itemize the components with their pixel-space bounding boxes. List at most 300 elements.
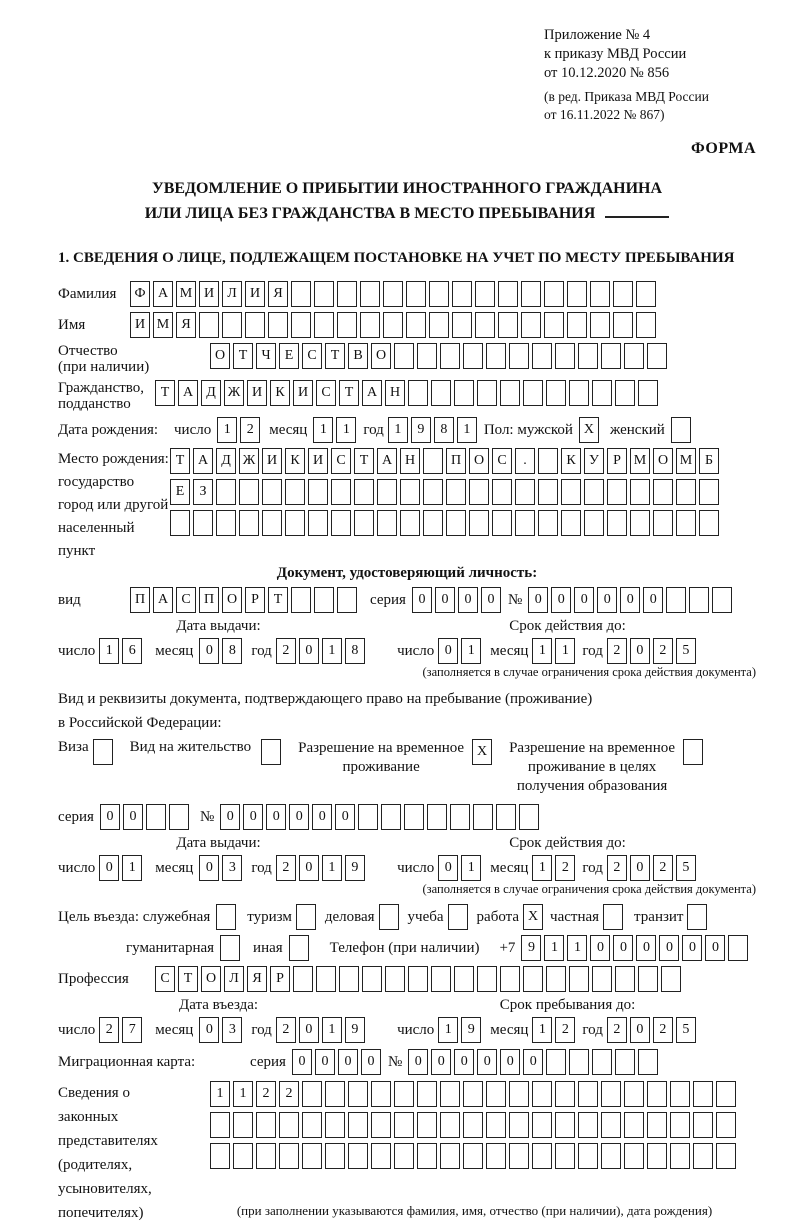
char-cell[interactable] [331, 510, 351, 536]
char-cell[interactable] [624, 1143, 644, 1169]
char-cell[interactable] [638, 380, 658, 406]
char-cell[interactable] [716, 1112, 736, 1138]
char-cell[interactable] [601, 1143, 621, 1169]
char-cell[interactable] [532, 1112, 552, 1138]
char-cell[interactable]: 0 [435, 587, 455, 613]
char-cell[interactable] [302, 1112, 322, 1138]
char-cell[interactable] [647, 1112, 667, 1138]
char-cell[interactable] [515, 510, 535, 536]
char-cell[interactable]: 2 [276, 855, 296, 881]
char-cell[interactable] [216, 479, 236, 505]
char-cell[interactable] [496, 804, 516, 830]
char-cell[interactable]: В [348, 343, 368, 369]
char-cell[interactable] [538, 479, 558, 505]
char-cell[interactable]: 0 [477, 1049, 497, 1075]
char-cell[interactable] [477, 380, 497, 406]
char-cell[interactable] [279, 1143, 299, 1169]
char-cell[interactable]: 0 [481, 587, 501, 613]
char-cell[interactable]: И [308, 448, 328, 474]
char-cell[interactable]: У [584, 448, 604, 474]
char-cell[interactable] [146, 804, 166, 830]
char-cell[interactable] [417, 1081, 437, 1107]
char-cell[interactable] [261, 739, 281, 765]
char-cell[interactable] [440, 1081, 460, 1107]
char-cell[interactable]: 0 [335, 804, 355, 830]
char-cell[interactable] [615, 966, 635, 992]
char-cell[interactable] [590, 281, 610, 307]
char-cell[interactable] [607, 479, 627, 505]
char-cell[interactable] [170, 510, 190, 536]
char-cell[interactable]: 0 [630, 638, 650, 664]
char-cell[interactable] [653, 479, 673, 505]
char-cell[interactable] [676, 479, 696, 505]
char-cell[interactable]: 1 [122, 855, 142, 881]
char-cell[interactable] [584, 479, 604, 505]
char-cell[interactable] [546, 380, 566, 406]
char-cell[interactable]: 1 [544, 935, 564, 961]
char-cell[interactable] [613, 312, 633, 338]
char-cell[interactable]: А [153, 587, 173, 613]
char-cell[interactable]: 1 [322, 855, 342, 881]
char-cell[interactable] [647, 1081, 667, 1107]
char-cell[interactable]: 1 [313, 417, 333, 443]
char-cell[interactable]: 0 [438, 638, 458, 664]
char-cell[interactable] [569, 966, 589, 992]
char-cell[interactable] [693, 1143, 713, 1169]
char-cell[interactable] [354, 510, 374, 536]
char-cell[interactable] [210, 1112, 230, 1138]
char-cell[interactable]: А [178, 380, 198, 406]
char-cell[interactable]: 0 [299, 1017, 319, 1043]
char-cell[interactable]: Ж [239, 448, 259, 474]
char-cell[interactable]: Л [222, 281, 242, 307]
char-cell[interactable]: Д [201, 380, 221, 406]
char-cell[interactable] [431, 380, 451, 406]
char-cell[interactable]: 2 [99, 1017, 119, 1043]
char-cell[interactable] [404, 804, 424, 830]
char-cell[interactable]: 2 [607, 1017, 627, 1043]
char-cell[interactable]: Е [279, 343, 299, 369]
char-cell[interactable]: О [371, 343, 391, 369]
char-cell[interactable] [509, 1143, 529, 1169]
char-cell[interactable]: 1 [388, 417, 408, 443]
char-cell[interactable] [693, 1081, 713, 1107]
char-cell[interactable] [647, 1143, 667, 1169]
char-cell[interactable] [431, 966, 451, 992]
char-cell[interactable] [337, 281, 357, 307]
char-cell[interactable]: О [210, 343, 230, 369]
char-cell[interactable]: А [362, 380, 382, 406]
char-cell[interactable] [423, 479, 443, 505]
char-cell[interactable] [521, 281, 541, 307]
char-cell[interactable]: И [247, 380, 267, 406]
char-cell[interactable] [362, 966, 382, 992]
char-cell[interactable]: И [130, 312, 150, 338]
char-cell[interactable] [417, 1112, 437, 1138]
char-cell[interactable]: А [193, 448, 213, 474]
char-cell[interactable]: 5 [676, 638, 696, 664]
char-cell[interactable] [348, 1112, 368, 1138]
char-cell[interactable]: О [201, 966, 221, 992]
char-cell[interactable]: 0 [590, 935, 610, 961]
char-cell[interactable] [630, 510, 650, 536]
char-cell[interactable]: С [331, 448, 351, 474]
char-cell[interactable] [653, 510, 673, 536]
char-cell[interactable]: 0 [643, 587, 663, 613]
char-cell[interactable] [603, 904, 623, 930]
char-cell[interactable] [469, 510, 489, 536]
char-cell[interactable]: 0 [523, 1049, 543, 1075]
char-cell[interactable] [509, 1081, 529, 1107]
char-cell[interactable] [325, 1081, 345, 1107]
char-cell[interactable] [647, 343, 667, 369]
char-cell[interactable]: Н [385, 380, 405, 406]
char-cell[interactable]: 0 [454, 1049, 474, 1075]
char-cell[interactable]: О [222, 587, 242, 613]
char-cell[interactable]: 1 [233, 1081, 253, 1107]
char-cell[interactable] [638, 966, 658, 992]
char-cell[interactable] [285, 479, 305, 505]
char-cell[interactable] [693, 1112, 713, 1138]
char-cell[interactable]: 0 [266, 804, 286, 830]
char-cell[interactable] [613, 281, 633, 307]
char-cell[interactable]: 0 [551, 587, 571, 613]
char-cell[interactable]: 0 [99, 855, 119, 881]
char-cell[interactable]: 0 [613, 935, 633, 961]
char-cell[interactable] [289, 935, 309, 961]
char-cell[interactable] [293, 966, 313, 992]
char-cell[interactable] [578, 1143, 598, 1169]
char-cell[interactable] [279, 1112, 299, 1138]
char-cell[interactable]: 0 [408, 1049, 428, 1075]
char-cell[interactable]: 0 [682, 935, 702, 961]
char-cell[interactable]: 0 [315, 1049, 335, 1075]
char-cell[interactable] [291, 587, 311, 613]
char-cell[interactable]: 1 [217, 417, 237, 443]
char-cell[interactable] [498, 281, 518, 307]
char-cell[interactable]: 2 [240, 417, 260, 443]
char-cell[interactable] [314, 587, 334, 613]
char-cell[interactable]: 8 [222, 638, 242, 664]
char-cell[interactable] [199, 312, 219, 338]
char-cell[interactable] [233, 1112, 253, 1138]
char-cell[interactable]: М [176, 281, 196, 307]
char-cell[interactable]: 1 [532, 855, 552, 881]
char-cell[interactable]: 8 [434, 417, 454, 443]
char-cell[interactable] [408, 966, 428, 992]
char-cell[interactable]: Ч [256, 343, 276, 369]
char-cell[interactable]: М [153, 312, 173, 338]
char-cell[interactable]: 0 [338, 1049, 358, 1075]
char-cell[interactable]: 2 [276, 638, 296, 664]
char-cell[interactable]: П [199, 587, 219, 613]
char-cell[interactable] [699, 510, 719, 536]
char-cell[interactable]: 0 [620, 587, 640, 613]
char-cell[interactable] [670, 1081, 690, 1107]
char-cell[interactable] [429, 312, 449, 338]
char-cell[interactable] [486, 343, 506, 369]
char-cell[interactable] [538, 448, 558, 474]
char-cell[interactable] [400, 510, 420, 536]
char-cell[interactable] [509, 1112, 529, 1138]
char-cell[interactable] [448, 904, 468, 930]
char-cell[interactable]: 1 [532, 1017, 552, 1043]
char-cell[interactable] [446, 510, 466, 536]
char-cell[interactable]: С [316, 380, 336, 406]
char-cell[interactable] [498, 312, 518, 338]
char-cell[interactable] [532, 1081, 552, 1107]
char-cell[interactable]: 1 [567, 935, 587, 961]
char-cell[interactable]: 0 [438, 855, 458, 881]
char-cell[interactable] [423, 448, 443, 474]
char-cell[interactable]: Т [170, 448, 190, 474]
char-cell[interactable] [636, 281, 656, 307]
char-cell[interactable] [500, 966, 520, 992]
char-cell[interactable] [578, 1112, 598, 1138]
char-cell[interactable]: 1 [210, 1081, 230, 1107]
char-cell[interactable]: 0 [289, 804, 309, 830]
char-cell[interactable] [452, 281, 472, 307]
char-cell[interactable]: Т [233, 343, 253, 369]
char-cell[interactable] [683, 739, 703, 765]
char-cell[interactable] [450, 804, 470, 830]
char-cell[interactable]: 2 [653, 1017, 673, 1043]
char-cell[interactable] [601, 1112, 621, 1138]
char-cell[interactable]: Т [339, 380, 359, 406]
char-cell[interactable] [601, 1081, 621, 1107]
char-cell[interactable] [408, 380, 428, 406]
char-cell[interactable]: 0 [636, 935, 656, 961]
char-cell[interactable]: 9 [461, 1017, 481, 1043]
char-cell[interactable] [360, 281, 380, 307]
char-cell[interactable] [630, 479, 650, 505]
char-cell[interactable] [463, 343, 483, 369]
char-cell[interactable] [584, 510, 604, 536]
char-cell[interactable] [538, 510, 558, 536]
char-cell[interactable]: Р [607, 448, 627, 474]
char-cell[interactable]: И [293, 380, 313, 406]
char-cell[interactable] [285, 510, 305, 536]
char-cell[interactable] [716, 1081, 736, 1107]
char-cell[interactable]: 0 [100, 804, 120, 830]
char-cell[interactable] [670, 1112, 690, 1138]
char-cell[interactable]: М [630, 448, 650, 474]
char-cell[interactable] [423, 510, 443, 536]
char-cell[interactable]: 0 [705, 935, 725, 961]
char-cell[interactable]: 0 [123, 804, 143, 830]
char-cell[interactable] [377, 510, 397, 536]
char-cell[interactable] [716, 1143, 736, 1169]
char-cell[interactable] [475, 281, 495, 307]
char-cell[interactable] [469, 479, 489, 505]
char-cell[interactable]: П [130, 587, 150, 613]
char-cell[interactable] [239, 479, 259, 505]
char-cell[interactable]: 1 [457, 417, 477, 443]
char-cell[interactable] [492, 510, 512, 536]
char-cell[interactable] [210, 1143, 230, 1169]
char-cell[interactable] [624, 1112, 644, 1138]
char-cell[interactable]: 0 [528, 587, 548, 613]
char-cell[interactable] [385, 966, 405, 992]
char-cell[interactable]: К [561, 448, 581, 474]
char-cell[interactable] [316, 966, 336, 992]
char-cell[interactable] [193, 510, 213, 536]
char-cell[interactable] [314, 312, 334, 338]
char-cell[interactable]: С [492, 448, 512, 474]
char-cell[interactable] [590, 312, 610, 338]
char-cell[interactable] [371, 1081, 391, 1107]
char-cell[interactable]: 3 [222, 1017, 242, 1043]
char-cell[interactable] [394, 1112, 414, 1138]
char-cell[interactable]: 0 [220, 804, 240, 830]
char-cell[interactable] [569, 380, 589, 406]
char-cell[interactable]: А [377, 448, 397, 474]
char-cell[interactable] [354, 479, 374, 505]
char-cell[interactable] [348, 1143, 368, 1169]
char-cell[interactable]: Я [176, 312, 196, 338]
char-cell[interactable] [371, 1143, 391, 1169]
char-cell[interactable]: 6 [122, 638, 142, 664]
char-cell[interactable]: 0 [299, 855, 319, 881]
char-cell[interactable]: З [193, 479, 213, 505]
char-cell[interactable]: Т [354, 448, 374, 474]
char-cell[interactable] [417, 1143, 437, 1169]
char-cell[interactable] [233, 1143, 253, 1169]
char-cell[interactable] [671, 417, 691, 443]
char-cell[interactable] [607, 510, 627, 536]
char-cell[interactable]: X [472, 739, 492, 765]
char-cell[interactable]: 2 [653, 638, 673, 664]
char-cell[interactable] [670, 1143, 690, 1169]
char-cell[interactable] [383, 281, 403, 307]
char-cell[interactable] [601, 343, 621, 369]
char-cell[interactable]: 0 [431, 1049, 451, 1075]
char-cell[interactable] [454, 380, 474, 406]
char-cell[interactable]: X [523, 904, 543, 930]
char-cell[interactable]: 2 [555, 1017, 575, 1043]
char-cell[interactable] [492, 479, 512, 505]
char-cell[interactable] [521, 312, 541, 338]
char-cell[interactable]: Р [245, 587, 265, 613]
char-cell[interactable] [519, 804, 539, 830]
char-cell[interactable]: Т [268, 587, 288, 613]
char-cell[interactable] [302, 1081, 322, 1107]
char-cell[interactable]: И [245, 281, 265, 307]
char-cell[interactable] [381, 804, 401, 830]
char-cell[interactable] [500, 380, 520, 406]
char-cell[interactable]: Е [170, 479, 190, 505]
char-cell[interactable]: 2 [276, 1017, 296, 1043]
char-cell[interactable] [592, 380, 612, 406]
char-cell[interactable]: 1 [322, 1017, 342, 1043]
char-cell[interactable]: 3 [222, 855, 242, 881]
char-cell[interactable]: П [446, 448, 466, 474]
char-cell[interactable] [676, 510, 696, 536]
char-cell[interactable] [544, 312, 564, 338]
char-cell[interactable]: 2 [279, 1081, 299, 1107]
char-cell[interactable] [394, 343, 414, 369]
char-cell[interactable] [400, 479, 420, 505]
char-cell[interactable] [358, 804, 378, 830]
char-cell[interactable]: Ж [224, 380, 244, 406]
char-cell[interactable] [394, 1081, 414, 1107]
char-cell[interactable]: 0 [659, 935, 679, 961]
char-cell[interactable]: И [262, 448, 282, 474]
char-cell[interactable] [699, 479, 719, 505]
char-cell[interactable] [325, 1112, 345, 1138]
char-cell[interactable] [440, 343, 460, 369]
char-cell[interactable] [440, 1112, 460, 1138]
char-cell[interactable] [636, 312, 656, 338]
char-cell[interactable] [515, 479, 535, 505]
char-cell[interactable] [427, 804, 447, 830]
char-cell[interactable] [561, 510, 581, 536]
char-cell[interactable] [256, 1112, 276, 1138]
char-cell[interactable]: С [155, 966, 175, 992]
char-cell[interactable] [569, 1049, 589, 1075]
char-cell[interactable] [523, 966, 543, 992]
char-cell[interactable] [615, 380, 635, 406]
char-cell[interactable] [486, 1081, 506, 1107]
char-cell[interactable] [325, 1143, 345, 1169]
char-cell[interactable]: 1 [336, 417, 356, 443]
char-cell[interactable] [624, 1081, 644, 1107]
char-cell[interactable] [216, 904, 236, 930]
char-cell[interactable]: 0 [312, 804, 332, 830]
char-cell[interactable] [592, 1049, 612, 1075]
char-cell[interactable]: 0 [630, 855, 650, 881]
char-cell[interactable] [463, 1143, 483, 1169]
char-cell[interactable] [331, 479, 351, 505]
char-cell[interactable]: М [676, 448, 696, 474]
char-cell[interactable]: X [579, 417, 599, 443]
char-cell[interactable] [417, 343, 437, 369]
char-cell[interactable] [666, 587, 686, 613]
char-cell[interactable]: 2 [555, 855, 575, 881]
char-cell[interactable]: Т [178, 966, 198, 992]
char-cell[interactable]: 9 [345, 1017, 365, 1043]
char-cell[interactable]: 0 [597, 587, 617, 613]
char-cell[interactable]: Ф [130, 281, 150, 307]
char-cell[interactable] [475, 312, 495, 338]
char-cell[interactable] [592, 966, 612, 992]
char-cell[interactable] [93, 739, 113, 765]
char-cell[interactable] [555, 343, 575, 369]
char-cell[interactable] [429, 281, 449, 307]
char-cell[interactable]: 1 [532, 638, 552, 664]
char-cell[interactable]: 0 [574, 587, 594, 613]
char-cell[interactable] [555, 1112, 575, 1138]
char-cell[interactable] [394, 1143, 414, 1169]
char-cell[interactable]: И [199, 281, 219, 307]
char-cell[interactable]: Т [325, 343, 345, 369]
char-cell[interactable] [446, 479, 466, 505]
char-cell[interactable]: 8 [345, 638, 365, 664]
char-cell[interactable] [532, 1143, 552, 1169]
char-cell[interactable] [689, 587, 709, 613]
char-cell[interactable] [406, 312, 426, 338]
char-cell[interactable] [291, 281, 311, 307]
char-cell[interactable]: Б [699, 448, 719, 474]
char-cell[interactable] [308, 479, 328, 505]
char-cell[interactable]: 2 [256, 1081, 276, 1107]
char-cell[interactable] [544, 281, 564, 307]
char-cell[interactable] [379, 904, 399, 930]
char-cell[interactable] [624, 343, 644, 369]
char-cell[interactable] [546, 966, 566, 992]
char-cell[interactable] [509, 343, 529, 369]
char-cell[interactable] [578, 343, 598, 369]
